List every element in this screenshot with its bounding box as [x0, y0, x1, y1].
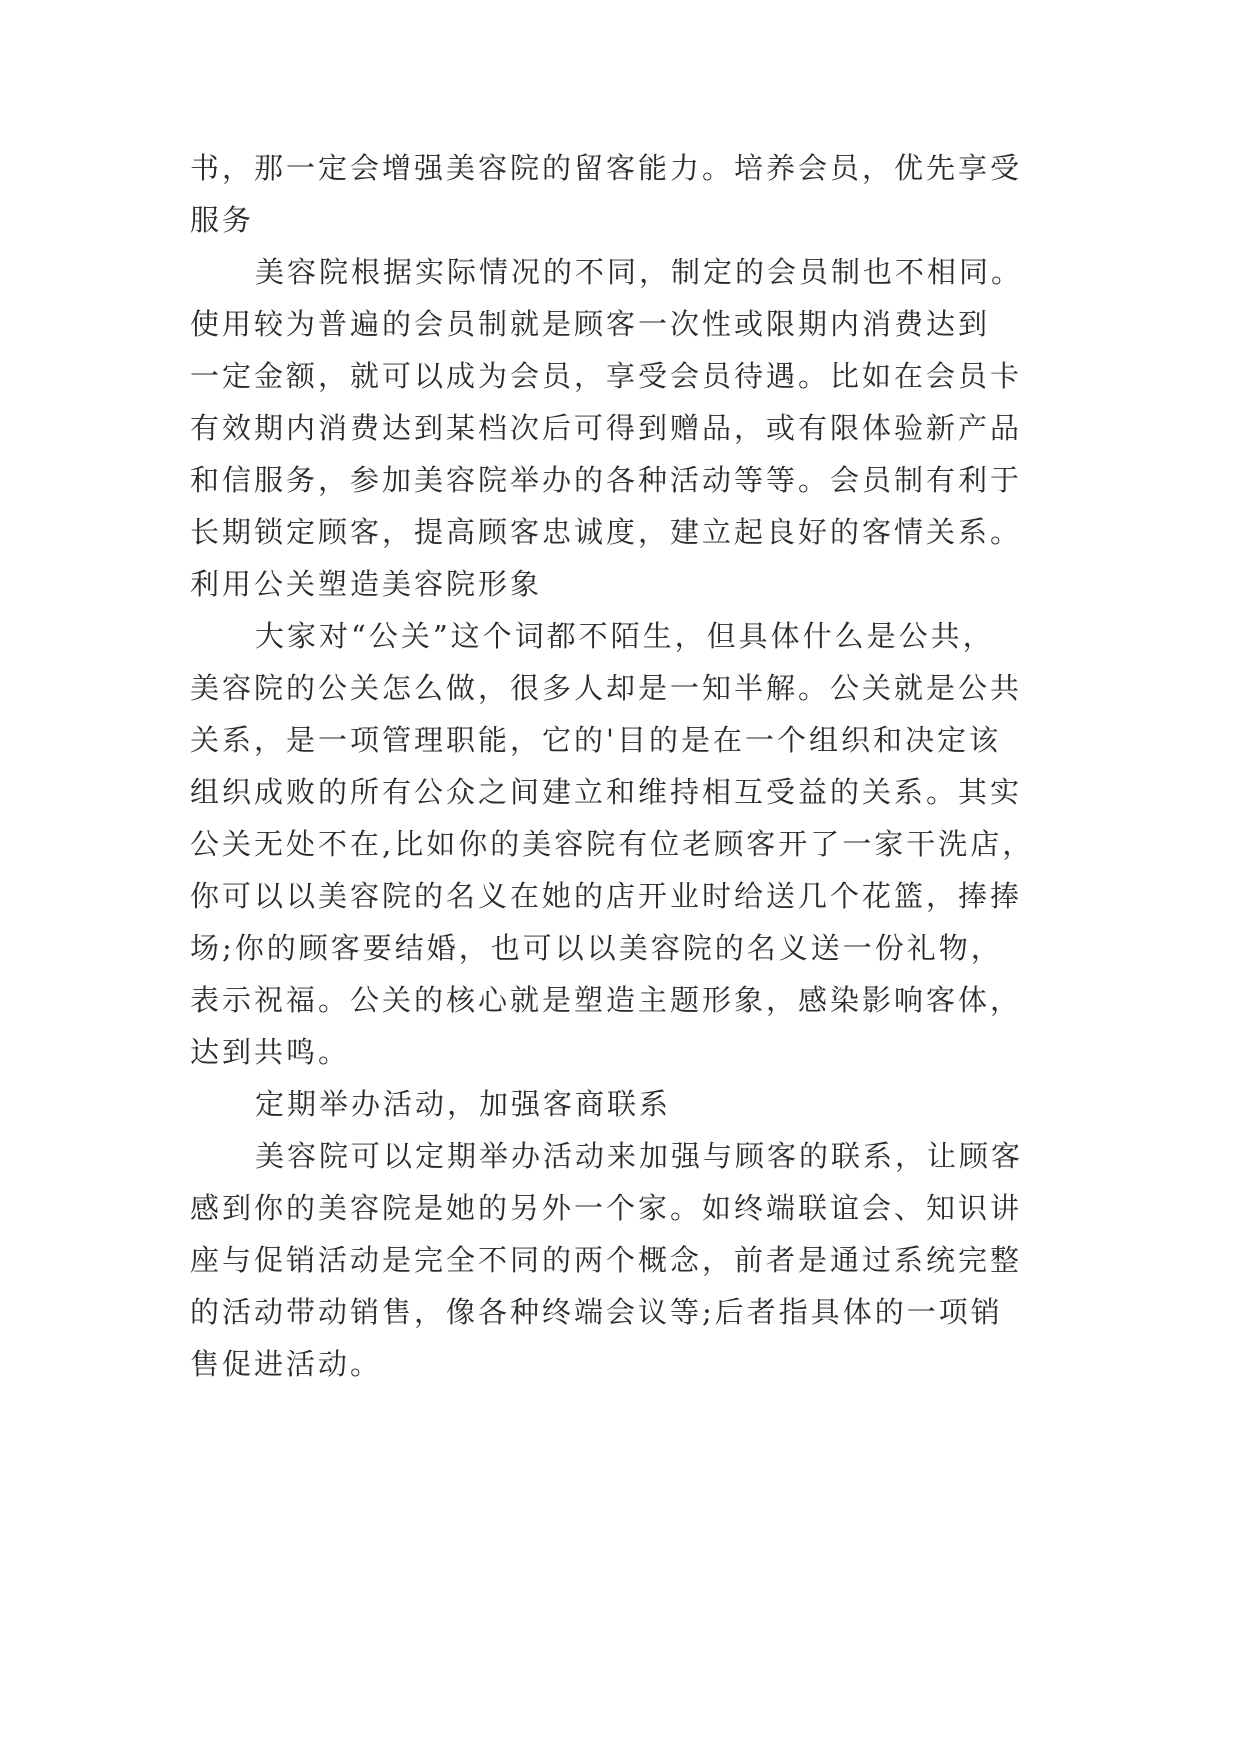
text-line: 表示祝福。公关的核心就是塑造主题形象，感染影响客体， — [190, 983, 1023, 1017]
section-heading: 定期举办活动，加强客商联系 — [255, 1087, 672, 1121]
text-line: 座与促销活动是完全不同的两个概念，前者是通过系统完整 — [190, 1243, 1023, 1277]
text-line: 场;你的顾客要结婚，也可以以美容院的名义送一份礼物， — [190, 931, 1003, 965]
text-line: 的活动带动销售，像各种终端会议等;后者指具体的一项销 — [190, 1295, 1003, 1329]
paragraph-first-line: 大家对“公关”这个词都不陌生，但具体什么是公共， — [255, 619, 995, 653]
text-line: 使用较为普遍的会员制就是顾客一次性或限期内消费达到 — [190, 307, 991, 341]
text-line: 公关无处不在,比如你的美容院有位老顾客开了一家干洗店， — [190, 827, 1035, 861]
paragraph-first-line: 美容院可以定期举办活动来加强与顾客的联系，让顾客 — [255, 1139, 1024, 1173]
text-line: 一定金额，就可以成为会员，享受会员待遇。比如在会员卡 — [190, 359, 1023, 393]
text-line: 售促进活动。 — [190, 1347, 383, 1381]
text-line: 你可以以美容院的名义在她的店开业时给送几个花篮，捧捧 — [190, 879, 1023, 913]
text-line: 服务 — [190, 203, 255, 237]
text-line: 书，那一定会增强美容院的留客能力。培养会员，优先享受 — [190, 151, 1023, 185]
text-line: 和信服务，参加美容院举办的各种活动等等。会员制有利于 — [190, 463, 1023, 497]
text-line: 组织成败的所有公众之间建立和维持相互受益的关系。其实 — [190, 775, 1023, 809]
text-line: 关系，是一项管理职能，它的'目的是在一个组织和决定该 — [190, 723, 1001, 757]
text-line: 达到共鸣。 — [190, 1035, 351, 1069]
paragraph-first-line: 美容院根据实际情况的不同，制定的会员制也不相同。 — [255, 255, 1024, 289]
text-line: 长期锁定顾客，提高顾客忠诚度，建立起良好的客情关系。 — [190, 515, 1023, 549]
section-heading: 利用公关塑造美容院形象 — [190, 567, 543, 601]
text-line: 感到你的美容院是她的另外一个家。如终端联谊会、知识讲 — [190, 1191, 1023, 1225]
text-line: 有效期内消费达到某档次后可得到赠品，或有限体验新产品 — [190, 411, 1023, 445]
text-line: 美容院的公关怎么做，很多人却是一知半解。公关就是公共 — [190, 671, 1023, 705]
